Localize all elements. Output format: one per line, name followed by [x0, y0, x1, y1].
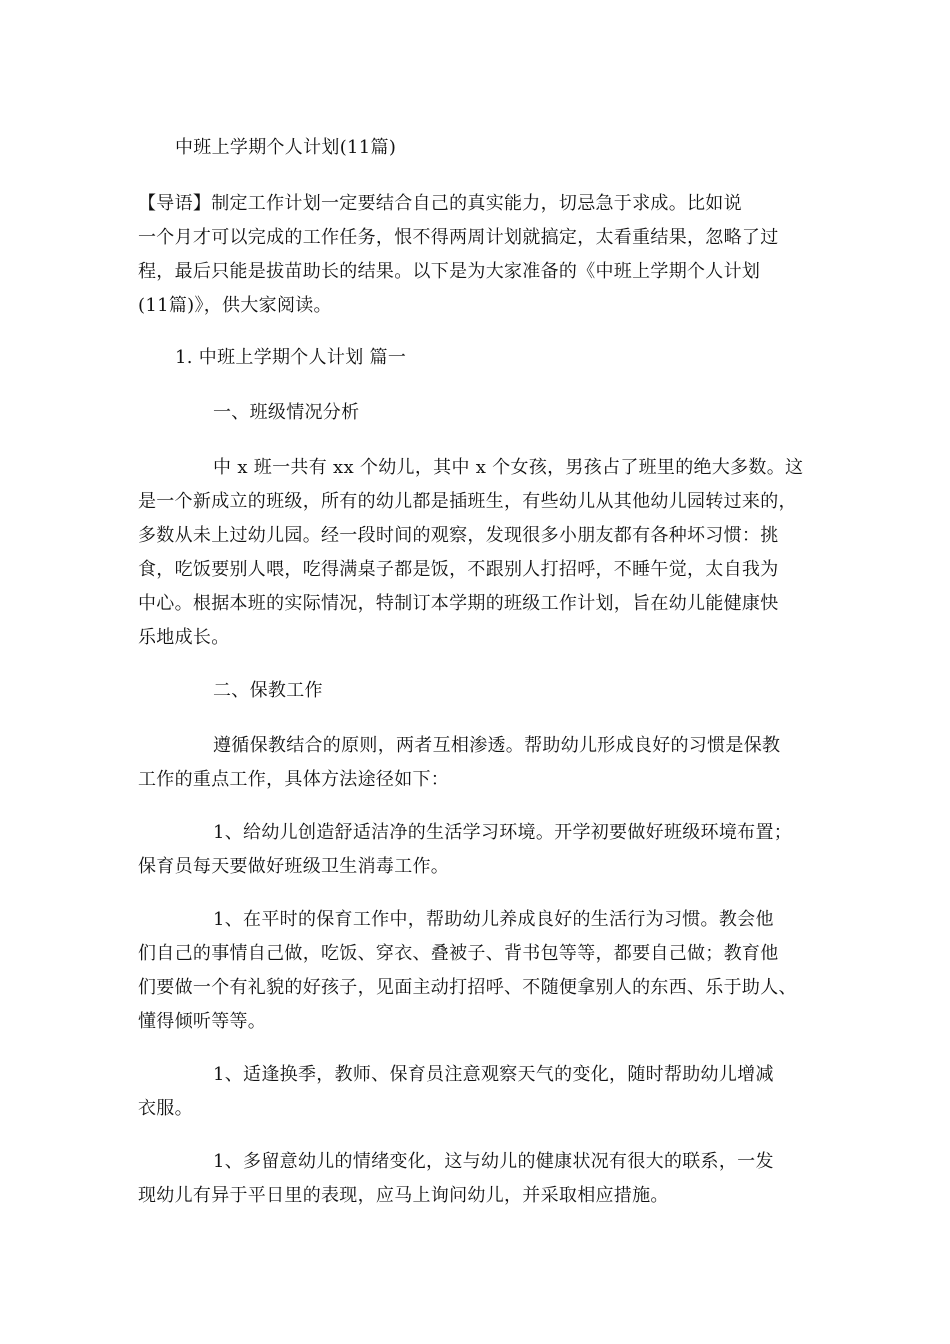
subsection-heading: 二、保教工作: [213, 680, 323, 701]
paragraph-line: 多数从未上过幼儿园。经一段时间的观察，发现很多小朋友都有各种坏习惯：挑: [138, 525, 779, 546]
intro-line: 程，最后只能是拔苗助长的结果。以下是为大家准备的《中班上学期个人计划: [138, 261, 761, 282]
paragraph-line: 遵循保教结合的原则，两者互相渗透。帮助幼儿形成良好的习惯是保教: [213, 735, 781, 756]
paragraph-line: 食，吃饭要别人喂，吃得满桌子都是饭，不跟别人打招呼，不睡午觉，太自我为: [138, 559, 779, 580]
section-heading: 1. 中班上学期个人计划 篇一: [175, 347, 407, 368]
list-item-line: 1、在平时的保育工作中，帮助幼儿养成良好的生活行为习惯。教会他: [213, 909, 774, 930]
list-item-line: 衣服。: [138, 1098, 193, 1119]
intro-line: (11篇)》，供大家阅读。: [138, 295, 332, 316]
list-item-line: 1、适逢换季，教师、保育员注意观察天气的变化，随时帮助幼儿增减: [213, 1064, 774, 1085]
intro-line: 一个月才可以完成的工作任务，恨不得两周计划就搞定，太看重结果，忽略了过: [138, 227, 779, 248]
list-item-line: 们要做一个有礼貌的好孩子，见面主动打招呼、不随便拿别人的东西、乐于助人、: [138, 977, 797, 998]
intro-line: 【导语】制定工作计划一定要结合自己的真实能力，切忌急于求成。比如说: [138, 193, 742, 214]
list-item-line: 1、多留意幼儿的情绪变化，这与幼儿的健康状况有很大的联系，一发: [213, 1151, 774, 1172]
paragraph-line: 中 x 班一共有 xx 个幼儿，其中 x 个女孩，男孩占了班里的绝大多数。这: [213, 457, 804, 478]
list-item-line: 1、给幼儿创造舒适洁净的生活学习环境。开学初要做好班级环境布置；: [213, 822, 793, 843]
paragraph-line: 工作的重点工作，具体方法途径如下：: [138, 769, 450, 790]
list-item-line: 现幼儿有异于平日里的表现，应马上询问幼儿，并采取相应措施。: [138, 1185, 669, 1206]
paragraph-line: 是一个新成立的班级，所有的幼儿都是插班生，有些幼儿从其他幼儿园转过来的，: [138, 491, 797, 512]
subsection-heading: 一、班级情况分析: [213, 402, 360, 423]
list-item-line: 保育员每天要做好班级卫生消毒工作。: [138, 856, 450, 877]
paragraph-line: 乐地成长。: [138, 627, 230, 648]
document-title: 中班上学期个人计划(11篇): [175, 137, 397, 158]
paragraph-line: 中心。根据本班的实际情况，特制订本学期的班级工作计划，旨在幼儿能健康快: [138, 593, 779, 614]
list-item-line: 们自己的事情自己做，吃饭、穿衣、叠被子、背书包等等，都要自己做；教育他: [138, 943, 779, 964]
list-item-line: 懂得倾听等等。: [138, 1011, 267, 1032]
